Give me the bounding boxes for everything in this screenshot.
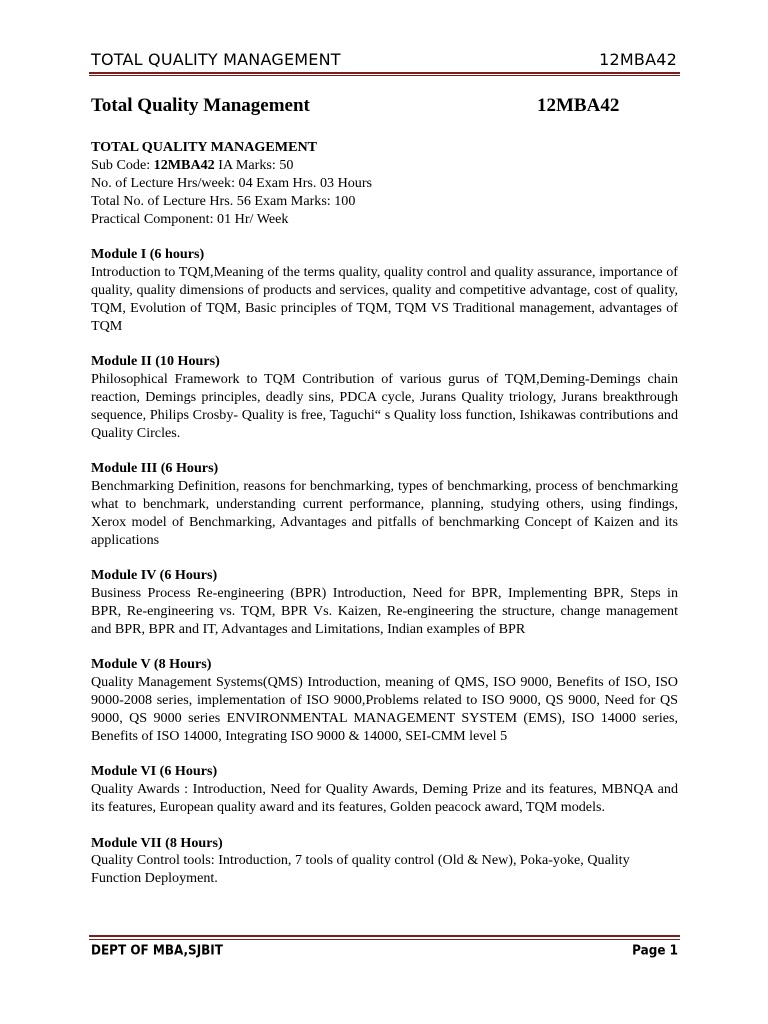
course-info-lecture-hours: No. of Lecture Hrs/week: 04 Exam Hrs. 03 Hours bbox=[91, 174, 373, 191]
module-1 bbox=[91, 246, 678, 336]
header-course-code: 12MBA42 bbox=[599, 50, 677, 69]
module-text: Quality Control tools: Introduction, 7 tools of quality control (Old & New), Poka-yoke, Quality Function Deployment. bbox=[91, 852, 630, 887]
module-7 bbox=[91, 835, 678, 889]
module-5 bbox=[91, 656, 678, 746]
subcode-value: 12MBA42 bbox=[153, 156, 215, 173]
page-footer bbox=[91, 942, 678, 957]
subcode-label: Sub Code: bbox=[91, 156, 154, 173]
module-heading: Module VII (8 Hours) bbox=[91, 834, 223, 851]
module-heading: Module III (6 Hours) bbox=[91, 460, 219, 477]
footer-rule bbox=[89, 935, 680, 937]
course-info-total-hours: Total No. of Lecture Hrs. 56 Exam Marks: 100 bbox=[91, 192, 356, 209]
header-rule bbox=[89, 72, 680, 74]
module-text: Quality Awards : Introduction, Need for Quality Awards, Deming Prize and its features, MBNQA and its features, European quality award and its features, Golden peacock award, TQM models. bbox=[91, 781, 678, 816]
footer-rule-thin bbox=[89, 939, 680, 940]
module-text: Introduction to TQM,Meaning of the terms quality, quality control and quality assurance, importance of quality, quality dimensions of products and services, quality and competitive advantage, cost of quality, TQM, Evolution of TQM, Basic principles of TQM, TQM VS Traditional management, advantages of TQM bbox=[91, 263, 678, 334]
footer-department: DEPT OF MBA,SJBIT bbox=[91, 942, 223, 958]
module-6 bbox=[91, 763, 678, 817]
module-2 bbox=[91, 353, 678, 443]
header-course-title: TOTAL QUALITY MANAGEMENT bbox=[91, 50, 341, 69]
module-heading: Module VI (6 Hours) bbox=[91, 763, 218, 780]
module-text: Business Process Re-engineering (BPR) Introduction, Need for BPR, Implementing BPR, Steps in BPR, Re-engineering vs. TQM, BPR Vs. Kaizen, Re-engineering the structure, change management and BPR, BPR and IT, Advantages and Limitations, Indian examples of BPR bbox=[91, 585, 678, 637]
module-4 bbox=[91, 567, 678, 639]
subcode-ia-marks: IA Marks: 50 bbox=[214, 156, 294, 173]
module-text: Benchmarking Definition, reasons for benchmarking, types of benchmarking, process of benchmarking what to benchmark, understanding current performance, planning, studying others, using findings, Xerox model of Benchmarking, Advantages and pitfalls of benchmarking Concept of Kaizen and its applications bbox=[91, 478, 678, 548]
title-name: Total Quality Management bbox=[91, 95, 310, 116]
page-header bbox=[91, 50, 677, 69]
course-info bbox=[91, 139, 678, 229]
module-heading: Module II (10 Hours) bbox=[91, 353, 220, 370]
document-title bbox=[91, 92, 678, 120]
course-info-heading: TOTAL QUALITY MANAGEMENT bbox=[91, 139, 318, 155]
module-text: Quality Management Systems(QMS) Introduction, meaning of QMS, ISO 9000, Benefits of ISO, ISO 9000-2008 series, implementation of ISO 9000,Problems related to ISO 9000, QS 9000, Need for QS 9000, QS 9000 series ENVIRONMENTAL MANAGEMENT SYSTEM (EMS), ISO 14000 series, Benefits of ISO 14000, Integrating ISO 9000 & 14000, SEI-CMM level 5 bbox=[91, 674, 678, 744]
course-info-subcode bbox=[91, 157, 678, 175]
module-text: Philosophical Framework to TQM Contribution of various gurus of TQM,Deming-Demings chain reaction, Demings principles, deadly sins, PDCA cycle, Jurans Quality triology, Jurans breakthrough sequence, Philips Crosby- Quality is free, Taguchi“ s Quality loss function, Ishikawas contributions and Quality Circles. bbox=[91, 370, 678, 441]
footer-page-number: Page 1 bbox=[632, 942, 678, 958]
course-info-practical: Practical Component: 01 Hr/ Week bbox=[91, 210, 289, 227]
title-code: 12MBA42 bbox=[537, 95, 620, 116]
module-heading: Module IV (6 Hours) bbox=[91, 567, 218, 584]
header-rule-thin bbox=[89, 75, 680, 76]
module-3 bbox=[91, 460, 678, 550]
module-heading: Module I (6 hours) bbox=[91, 246, 205, 263]
module-heading: Module V (8 Hours) bbox=[91, 656, 212, 673]
document-body bbox=[91, 92, 678, 906]
